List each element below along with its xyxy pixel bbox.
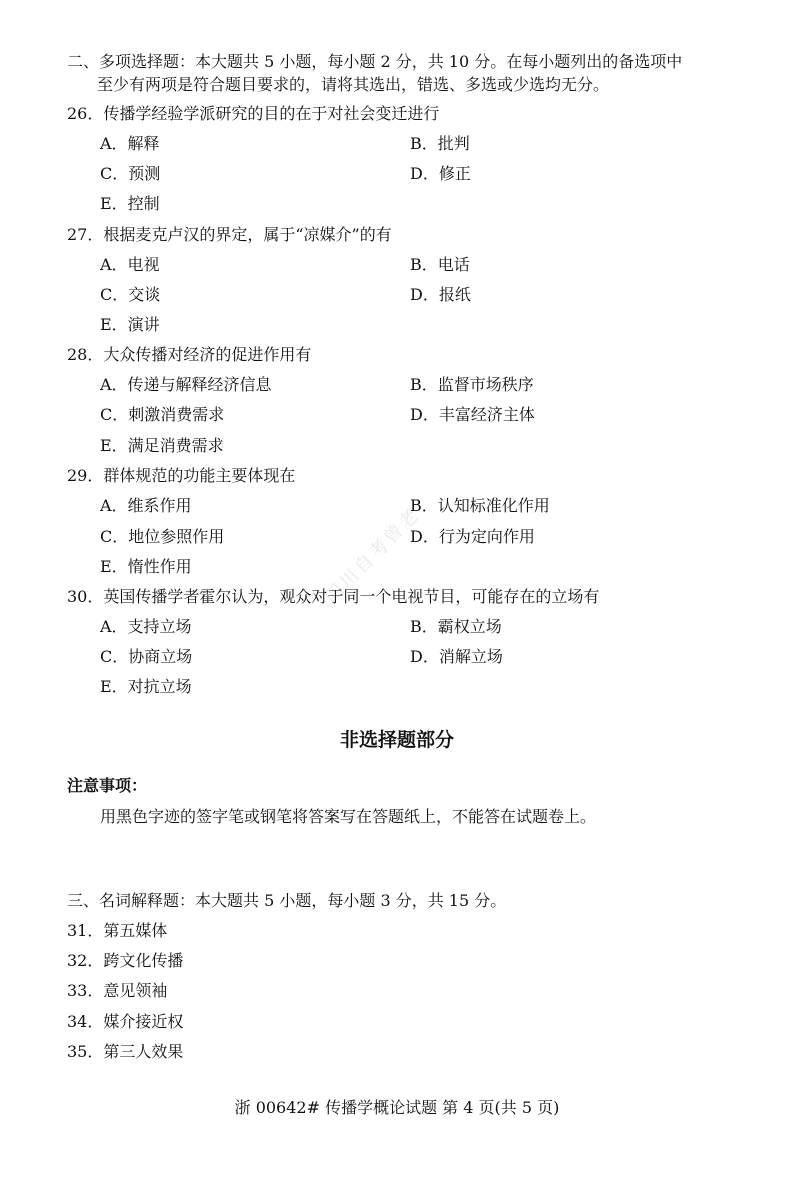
option-c: C．刺激消费需求 — [100, 405, 225, 424]
option-b: B．霸权立场 — [410, 617, 502, 636]
option-e: E．演讲 — [100, 315, 160, 334]
option-b: B．批判 — [410, 134, 470, 153]
option-d: D．行为定向作用 — [410, 527, 535, 546]
option-a: A．电视 — [100, 255, 160, 274]
option-a: A．传递与解释经济信息 — [100, 375, 272, 394]
question-stem: 27．根据麦克卢汉的界定，属于“凉媒介”的有 — [67, 225, 392, 244]
option-d: D．修正 — [410, 164, 471, 183]
notice-label: 注意事项： — [67, 776, 148, 795]
option-b: B．监督市场秩序 — [410, 375, 534, 394]
option-e: E．对抗立场 — [100, 677, 192, 696]
question-stem: 28．大众传播对经济的促进作用有 — [67, 345, 312, 364]
option-c: C．交谈 — [100, 285, 161, 304]
option-b: B．电话 — [410, 255, 470, 274]
section-title: 非选择题部分 — [339, 729, 454, 751]
term-item: 32．跨文化传播 — [67, 951, 184, 970]
term-item: 31．第五媒体 — [67, 921, 168, 940]
term-item: 33．意见领袖 — [67, 981, 168, 1000]
option-e: E．控制 — [100, 194, 160, 213]
question-stem: 26．传播学经验学派研究的目的在于对社会变迁进行 — [67, 104, 440, 123]
page-footer: 浙 00642# 传播学概论试题 第 4 页(共 5 页) — [234, 1098, 560, 1117]
term-item: 34．媒介接近权 — [67, 1012, 184, 1031]
option-d: D．消解立场 — [410, 647, 503, 666]
option-a: A．维系作用 — [100, 496, 192, 515]
option-a: A．解释 — [100, 134, 160, 153]
question-stem: 29．群体规范的功能主要体现在 — [67, 466, 296, 485]
section2-heading-line2: 至少有两项是符合题目要求的，请将其选出，错选、多选或少选均无分。 — [97, 75, 610, 94]
option-c: C．预测 — [100, 164, 161, 183]
option-c: C．协商立场 — [100, 647, 193, 666]
section2-heading-line1: 二、多项选择题：本大题共 5 小题，每小题 2 分，共 10 分。在每小题列出的备选项中 — [67, 52, 683, 71]
watermark: 四川自考曾老 — [320, 503, 425, 608]
option-a: A．支持立场 — [100, 617, 192, 636]
option-e: E．满足消费需求 — [100, 436, 224, 455]
notice-text: 用黑色字迹的签字笔或钢笔将答案写在答题纸上，不能答在试题卷上。 — [100, 807, 597, 826]
option-d: D．报纸 — [410, 285, 471, 304]
term-item: 35．第三人效果 — [67, 1042, 184, 1061]
option-e: E．惰性作用 — [100, 557, 192, 576]
option-d: D．丰富经济主体 — [410, 405, 535, 424]
option-b: B．认知标准化作用 — [410, 496, 550, 515]
section3-heading: 三、名词解释题：本大题共 5 小题，每小题 3 分，共 15 分。 — [67, 891, 507, 910]
option-c: C．地位参照作用 — [100, 527, 225, 546]
question-stem: 30．英国传播学者霍尔认为，观众对于同一个电视节目，可能存在的立场有 — [67, 587, 600, 606]
